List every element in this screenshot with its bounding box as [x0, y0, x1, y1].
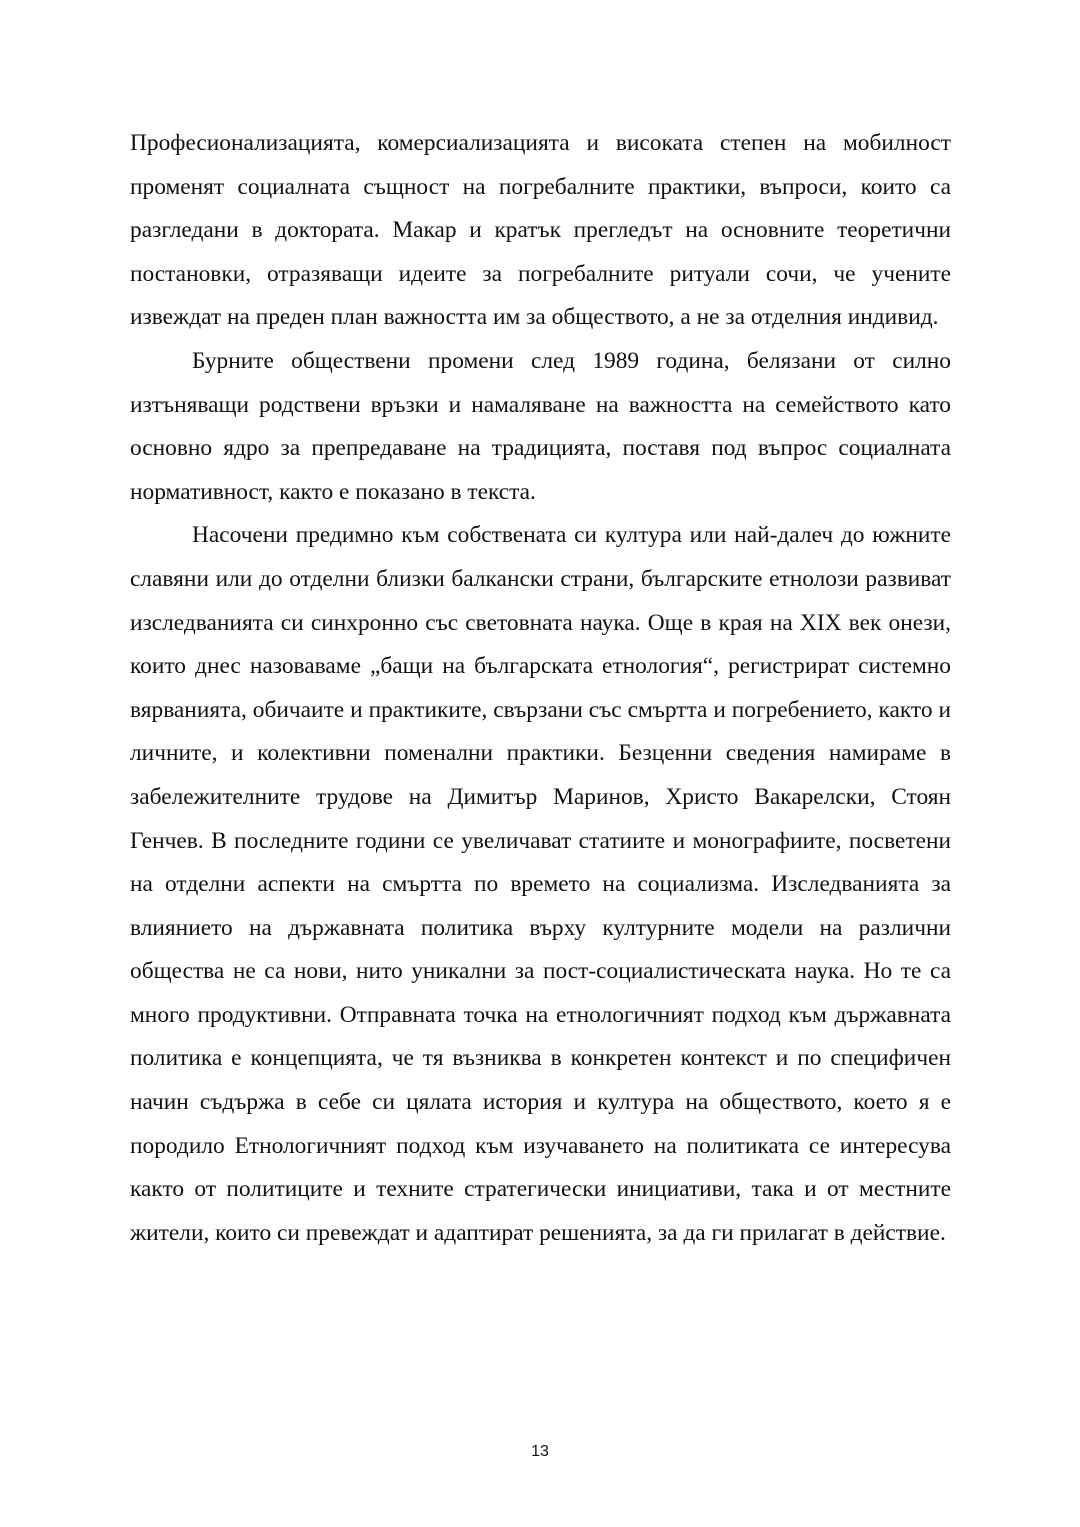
page-number: 13 [531, 1443, 549, 1460]
paragraph-2: Бурните обществени промени след 1989 година, белязани от силно изтъняващи родствени връзки и намаляване на важността на семейството като основно ядро за препредаване на традицията, поставя под въпрос социалната нормативност, както е показано в текста. [130, 347, 951, 505]
body-text [130, 122, 951, 1255]
paragraph-1: Професионализацията, комерсиализацията и високата степен на мобилност променят социалната същност на погребалните практики, въпроси, които са разгледани в доктората. Макар и кратък прегледът на основните теоретични постановки, отразяващи идеите за погребалните ритуали сочи, че учените извеждат на преден план важността им за обществото, а не за отделния индивид. [130, 130, 951, 331]
paragraph-3: Насочени предимно към собствената си култура или най-далеч до южните славяни или до отделни близки балкански страни, българските етнолози развиват изследванията си синхронно със световната наука. Още в края на XIX век онези, които днес назоваваме „бащи на българската етнология“, регистрират системно вярванията, обичаите и практиките, свързани със смъртта и погребението, както и личните, и колективни поменални практики. Безценни сведения намираме в забележителните трудове на Димитър Маринов, Христо Вакарелски, Стоян Генчев. В последните години се увеличават статиите и монографиите, посветени на отделни аспекти на смъртта по времето на социализма. Изследванията за влиянието на държавната политика върху културните модели на различни общества не са нови, нито уникални за пост-социалистическата наука. Но те са много продуктивни. Отправната точка на етнологичният подход към държавната политика е концепцията, че тя възниква в конкретен контекст и по специфичен начин съдържа в себе си цялата история и култура на обществото, което я е породило Етнологичният подход към изучаването на политиката се интересува както от политиците и техните стратегически инициативи, така и от местните жители, които си превеждат и адаптират решенията, за да ги прилагат в действие. [130, 522, 951, 1246]
